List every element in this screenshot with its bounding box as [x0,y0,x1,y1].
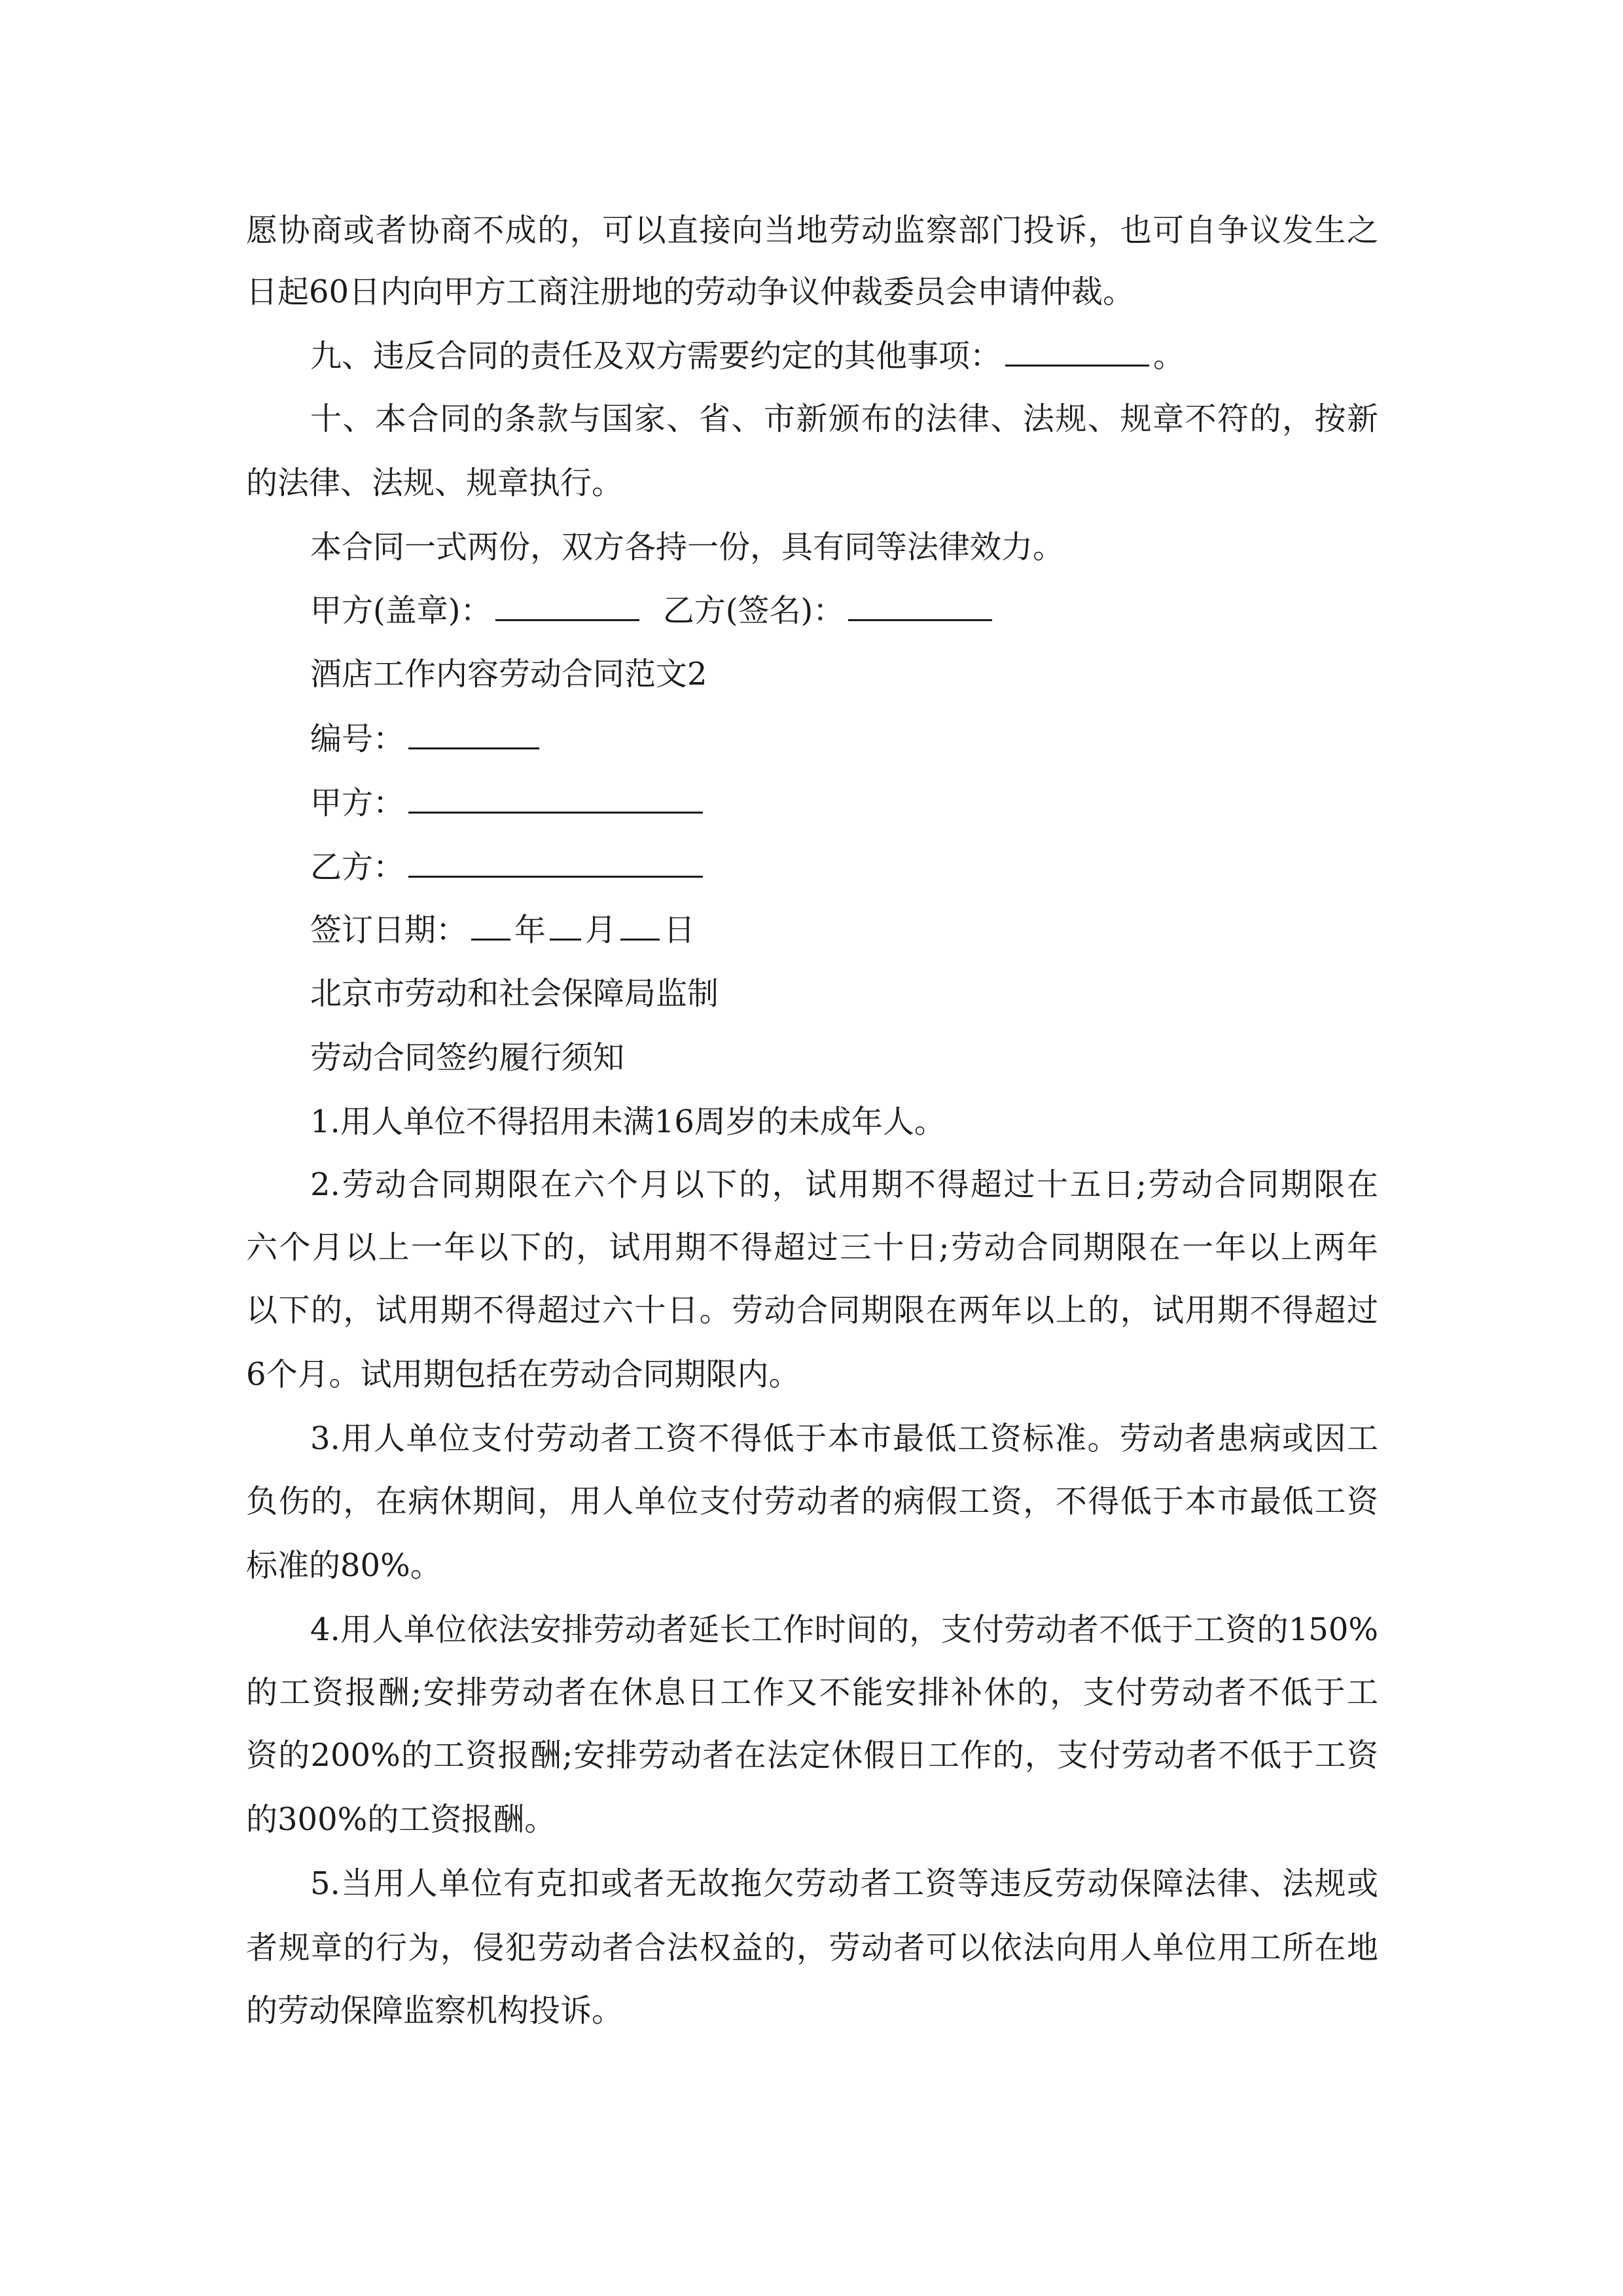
clause-ten: 十、本合同的条款与国家、省、市新颁布的法律、法规、规章不符的，按新 [310,401,1378,437]
paragraph-line: 日起60日内向甲方工商注册地的劳动争议仲裁委员会申请仲裁。 [246,274,1135,310]
paragraph-line: 愿协商或者协商不成的，可以直接向当地劳动监察部门投诉，也可自争议发生之 [246,212,1378,249]
signature-line: 甲方(盖章)： 乙方(签名)： [310,590,1442,630]
party-a-blank [408,783,703,814]
notice-item-5: 5.当用人单位有克扣或者无故拖欠劳动者工资等违反劳动保障法律、法规或 [310,1865,1378,1902]
paragraph-line: 者规章的行为，侵犯劳动者合法权益的，劳动者可以依法向用人单位用工所在地 [246,1929,1378,1966]
signing-date-field: 签订日期： 年 月 日 [310,910,1442,949]
party-a-field: 甲方： [310,783,1442,822]
notice-title: 劳动合同签约履行须知 [310,1039,625,1076]
party-b-field: 乙方： [310,847,1442,886]
paragraph-line: 负伤的，在病休期间，用人单位支付劳动者的病假工资，不得低于本市最低工资 [246,1483,1378,1520]
paragraph-line: 的法律、法规、规章执行。 [246,465,624,501]
fill-blank [1005,336,1149,367]
supervisor-line: 北京市劳动和社会保障局监制 [310,975,719,1012]
notice-item-1: 1.用人单位不得招用未满16周岁的未成年人。 [310,1103,946,1140]
paragraph-line: 标准的80%。 [246,1547,442,1584]
section-title: 酒店工作内容劳动合同范文2 [310,656,707,692]
party-b-blank [408,847,703,878]
paragraph-line: 六个月以上一年以下的，试用期不得超过三十日;劳动合同期限在一年以上两年 [246,1229,1378,1266]
month-blank [550,910,581,941]
paragraph-line: 的劳动保障监察机构投诉。 [246,1992,624,2029]
number-blank [408,719,539,749]
copies-statement: 本合同一式两份，双方各持一份，具有同等法律效力。 [310,529,1065,565]
paragraph-line: 的300%的工资报酬。 [246,1801,556,1838]
notice-item-3: 3.用人单位支付劳动者工资不得低于本市最低工资标准。劳动者患病或因工 [310,1420,1378,1457]
number-field: 编号： [310,719,1442,758]
day-blank [620,910,660,941]
paragraph-line: 以下的，试用期不得超过六十日。劳动合同期限在两年以上的，试用期不得超过 [246,1292,1378,1329]
paragraph-line: 的工资报酬;安排劳动者在休息日工作又不能安排补休的，支付劳动者不低于工 [246,1674,1378,1711]
clause-nine: 九、违反合同的责任及双方需要约定的其他事项： 。 [310,336,1442,375]
party-a-seal-blank [495,590,639,621]
year-blank [471,910,510,941]
notice-item-4: 4.用人单位依法安排劳动者延长工作时间的，支付劳动者不低于工资的150% [310,1611,1378,1648]
paragraph-line: 6个月。试用期包括在劳动合同期限内。 [246,1356,800,1393]
party-b-signature-blank [848,590,992,621]
paragraph-line: 资的200%的工资报酬;安排劳动者在法定休假日工作的，支付劳动者不低于工资 [246,1737,1378,1774]
notice-item-2: 2.劳动合同期限在六个月以下的，试用期不得超过十五日;劳动合同期限在 [310,1166,1378,1203]
